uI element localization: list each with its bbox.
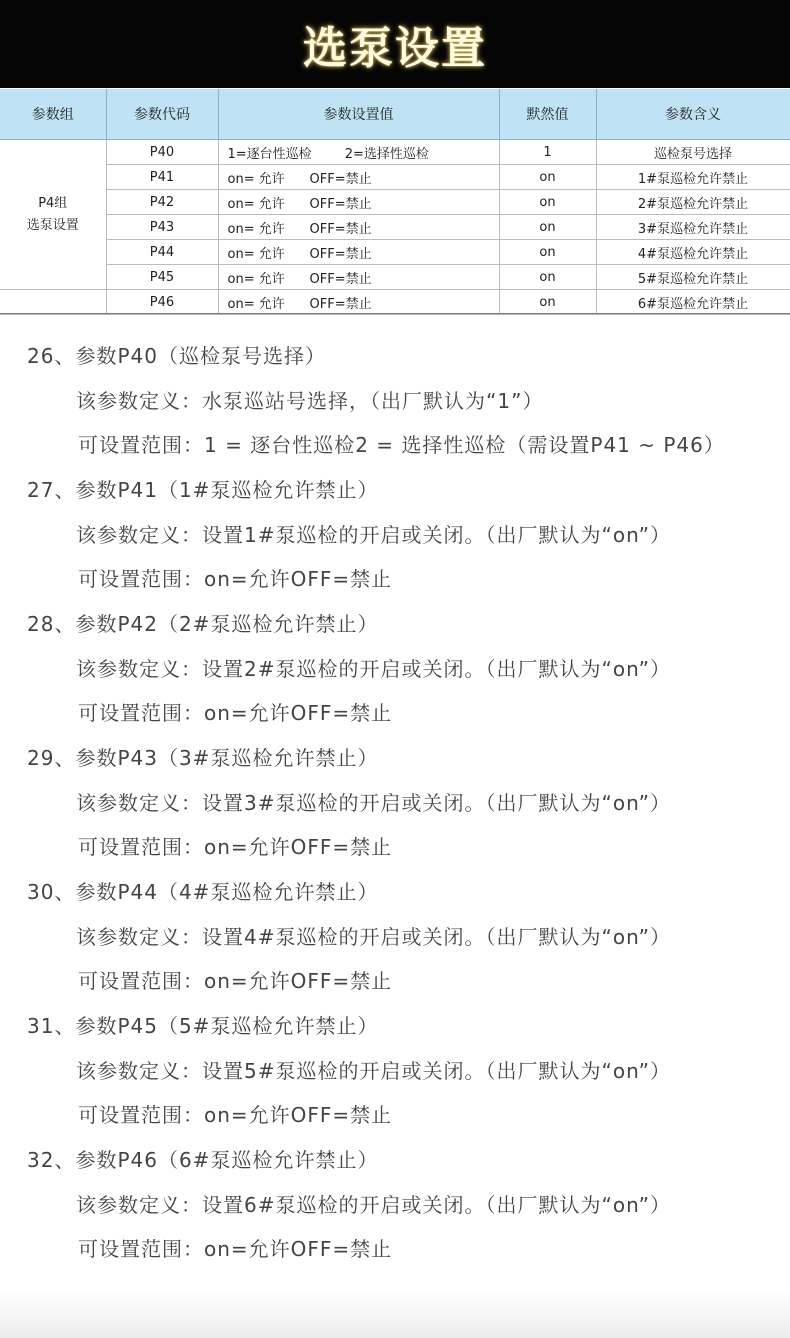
item-definition: 该参数定义：设置1#泵巡检的开启或关闭。（出厂默认为“on”） (76, 523, 672, 547)
table-row (0, 240, 790, 265)
item-range: 可设置范围：on=允许OFF=禁止 (78, 1103, 393, 1127)
parameter-table (0, 89, 790, 315)
default-cell: 1 (499, 140, 596, 165)
code-cell: P44 (106, 240, 218, 265)
table-row (0, 190, 790, 215)
item-definition: 该参数定义：设置5#泵巡检的开启或关闭。（出厂默认为“on”） (76, 1059, 672, 1083)
meaning-cell: 6#泵巡检允许禁止 (596, 290, 790, 315)
table-row (0, 265, 790, 290)
item-range: 可设置范围：1 = 逐台性巡检2 = 选择性巡检（需设置P41 ~ P46） (78, 433, 725, 457)
divider (0, 313, 790, 314)
item-definition: 该参数定义：设置3#泵巡检的开启或关闭。（出厂默认为“on”） (76, 791, 672, 815)
value-cell: on= 允许 OFF=禁止 (218, 240, 499, 265)
parameter-item (0, 866, 790, 1000)
meaning-cell: 1#泵巡检允许禁止 (596, 165, 790, 190)
value-cell: on= 允许 OFF=禁止 (218, 215, 499, 240)
parameter-item (0, 1000, 790, 1134)
group-label: P4组 (38, 195, 68, 211)
value-cell: on= 允许 OFF=禁止 (218, 190, 499, 215)
item-range: 可设置范围：on=允许OFF=禁止 (78, 567, 393, 591)
default-cell: on (499, 265, 596, 290)
parameter-descriptions (0, 330, 790, 1268)
footer-fade (0, 1290, 790, 1338)
item-heading: 28、参数P42（2#泵巡检允许禁止） (27, 612, 379, 636)
parameter-item (0, 464, 790, 598)
item-heading: 30、参数P44（4#泵巡检允许禁止） (27, 880, 379, 904)
header-code: 参数代码 (106, 89, 218, 140)
parameter-item (0, 598, 790, 732)
code-cell: P46 (106, 290, 218, 315)
value-cell: on= 允许 OFF=禁止 (218, 265, 499, 290)
item-heading: 27、参数P41（1#泵巡检允许禁止） (27, 478, 379, 502)
default-cell: on (499, 240, 596, 265)
empty-group-cell (0, 290, 106, 315)
parameter-item (0, 1134, 790, 1268)
item-range: 可设置范围：on=允许OFF=禁止 (78, 835, 393, 859)
header-value: 参数设置值 (218, 89, 499, 140)
default-cell: on (499, 165, 596, 190)
item-definition: 该参数定义：设置6#泵巡检的开启或关闭。（出厂默认为“on”） (76, 1193, 672, 1217)
value-cell: on= 允许 OFF=禁止 (218, 165, 499, 190)
item-definition: 该参数定义：设置2#泵巡检的开启或关闭。（出厂默认为“on”） (76, 657, 672, 681)
value-cell: on= 允许 OFF=禁止 (218, 290, 499, 315)
item-range: 可设置范围：on=允许OFF=禁止 (78, 1237, 393, 1261)
page-title: 选泵设置 (303, 23, 487, 74)
code-cell: P45 (106, 265, 218, 290)
item-range: 可设置范围：on=允许OFF=禁止 (78, 969, 393, 993)
item-range: 可设置范围：on=允许OFF=禁止 (78, 701, 393, 725)
item-heading: 31、参数P45（5#泵巡检允许禁止） (27, 1014, 379, 1038)
table-row (0, 140, 790, 165)
default-cell: on (499, 190, 596, 215)
meaning-cell: 5#泵巡检允许禁止 (596, 265, 790, 290)
parameter-item (0, 330, 790, 464)
code-cell: P40 (106, 140, 218, 165)
item-heading: 29、参数P43（3#泵巡检允许禁止） (27, 746, 379, 770)
code-cell: P41 (106, 165, 218, 190)
default-cell: on (499, 290, 596, 315)
item-heading: 26、参数P40（巡检泵号选择） (27, 344, 326, 368)
table-row (0, 290, 790, 315)
group-cell (0, 140, 106, 290)
default-cell: on (499, 215, 596, 240)
meaning-cell: 巡检泵号选择 (596, 140, 790, 165)
header-default: 默然值 (499, 89, 596, 140)
code-cell: P43 (106, 215, 218, 240)
header-group: 参数组 (0, 89, 106, 140)
code-cell: P42 (106, 190, 218, 215)
value-cell: 1=逐台性巡检 2=选择性巡检 (218, 140, 499, 165)
item-heading: 32、参数P46（6#泵巡检允许禁止） (27, 1148, 379, 1172)
item-definition: 该参数定义：水泵巡站号选择，（出厂默认为“1”） (76, 389, 544, 413)
meaning-cell: 3#泵巡检允许禁止 (596, 215, 790, 240)
meaning-cell: 2#泵巡检允许禁止 (596, 190, 790, 215)
table-row (0, 215, 790, 240)
item-definition: 该参数定义：设置4#泵巡检的开启或关闭。（出厂默认为“on”） (76, 925, 672, 949)
header-meaning: 参数含义 (596, 89, 790, 140)
meaning-cell: 4#泵巡检允许禁止 (596, 240, 790, 265)
title-banner (0, 0, 790, 88)
group-label: 选泵设置 (26, 217, 79, 233)
parameter-item (0, 732, 790, 866)
table-header-row (0, 89, 790, 140)
table-row (0, 165, 790, 190)
